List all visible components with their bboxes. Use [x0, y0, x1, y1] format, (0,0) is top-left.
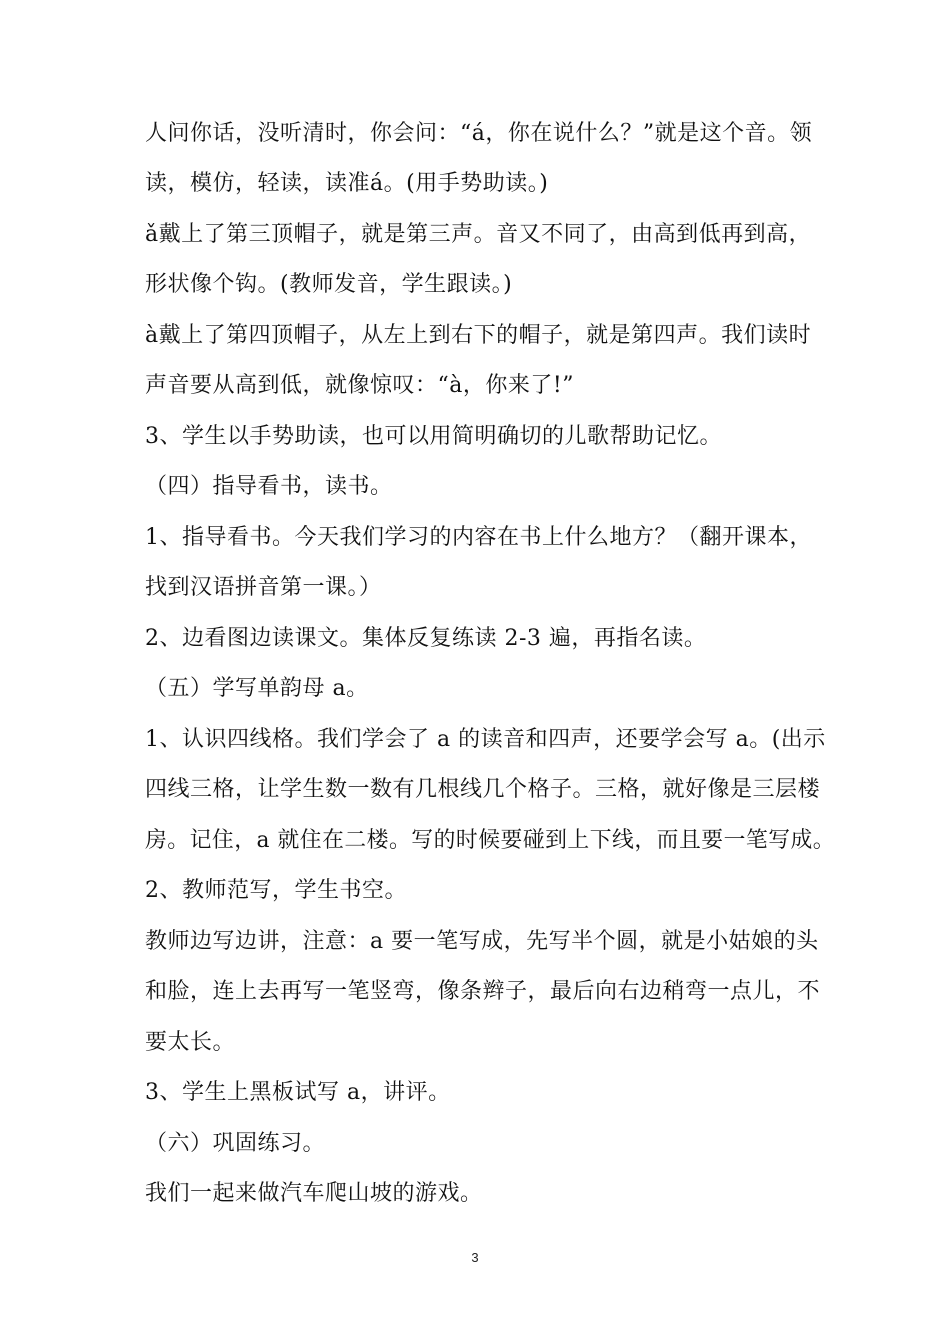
text-line: 读，模仿，轻读，读准á。(用手势助读。) [145, 171, 549, 196]
text-line: 形状像个钩。(教师发音，学生跟读。) [145, 272, 513, 297]
text-line: 房。记住，a 就住在二楼。写的时候要碰到上下线，而且要一笔写成。 [145, 828, 836, 853]
text-line: 要太长。 [145, 1030, 236, 1055]
text-line: 和脸，连上去再写一笔竖弯，像条辫子，最后向右边稍弯一点儿，不 [145, 979, 821, 1004]
text-line: 教师边写边讲，注意：a 要一笔写成，先写半个圆，就是小姑娘的头 [145, 929, 819, 954]
section-heading: （六）巩固练习。 [145, 1131, 326, 1156]
text-line: 3、学生上黑板试写 a，讲评。 [145, 1080, 451, 1105]
text-line: à戴上了第四顶帽子，从左上到右下的帽子，就是第四声。我们读时 [145, 323, 812, 348]
text-line: 找到汉语拼音第一课。） [145, 575, 382, 600]
text-line: ǎ戴上了第三顶帽子，就是第三声。音又不同了，由高到低再到高， [145, 222, 812, 247]
text-line: 1、指导看书。今天我们学习的内容在书上什么地方？（翻开课本， [145, 525, 812, 550]
page-number: 3 [471, 1250, 479, 1265]
text-line: 我们一起来做汽车爬山坡的游戏。 [145, 1181, 483, 1206]
text-line: 四线三格，让学生数一数有几根线几个格子。三格，就好像是三层楼 [145, 777, 821, 802]
text-line: 声音要从高到低，就像惊叹：“à，你来了!” [145, 373, 574, 398]
text-line: 2、边看图边读课文。集体反复练读 2-3 遍，再指名读。 [145, 626, 707, 651]
text-line: 3、学生以手势助读，也可以用简明确切的儿歌帮助记忆。 [145, 424, 722, 449]
text-line: 1、认识四线格。我们学会了 a 的读音和四声，还要学会写 a。(出示 [145, 727, 826, 752]
section-heading: （五）学写单韵母 a。 [145, 676, 369, 701]
section-heading: （四）指导看书，读书。 [145, 474, 393, 499]
text-line: 2、教师范写，学生书空。 [145, 878, 407, 903]
text-line: 人问你话，没听清时，你会问：“á，你在说什么？”就是这个音。领 [145, 121, 813, 146]
